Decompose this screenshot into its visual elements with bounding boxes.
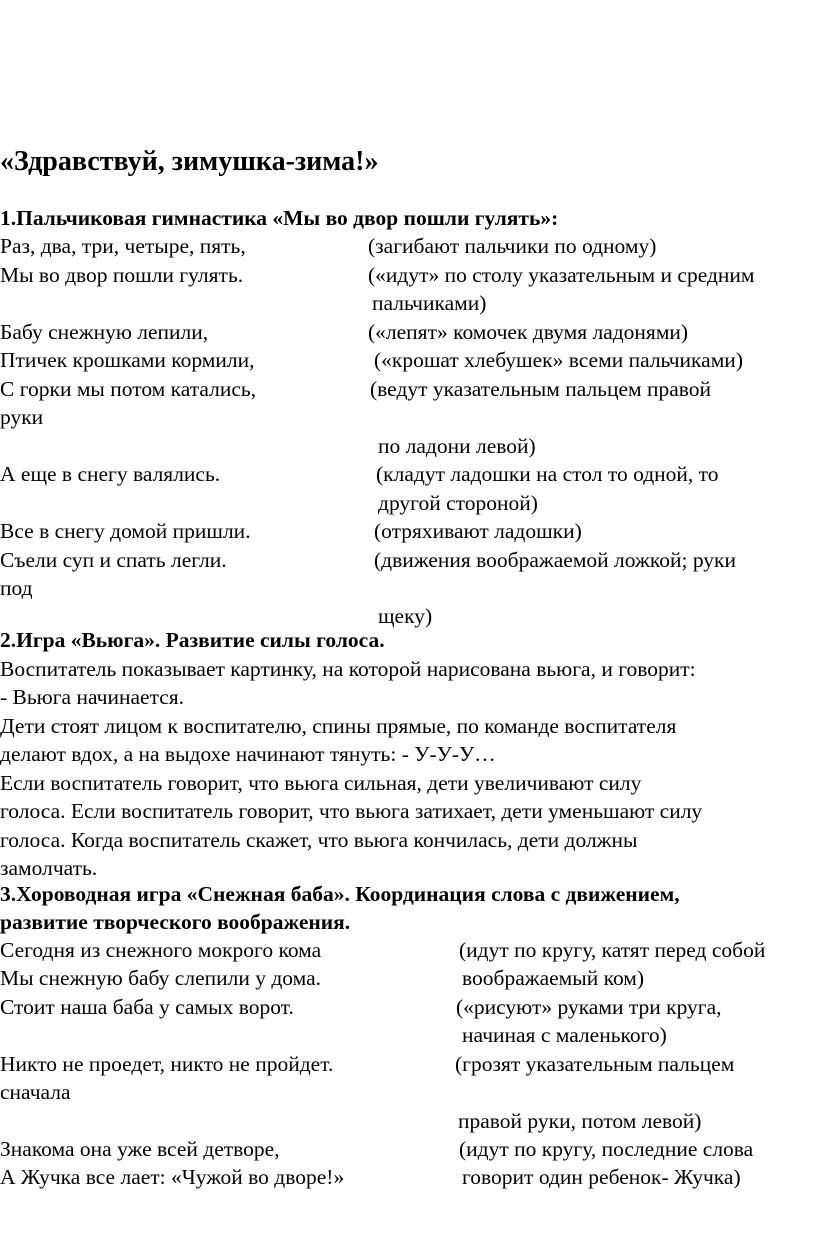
s1-verse-6: С горки мы потом катались,: [0, 377, 257, 401]
s3-verse-8: Знакома она уже всей детворе,: [0, 1137, 280, 1161]
s1-action-8: по ладони левой): [378, 434, 536, 458]
s2-line-1: Воспитатель показывает картинку, на которой нарисована вьюга, и говорит:: [0, 657, 696, 681]
s2-line-4: делают вдох, а на выдохе начинают тянуть: - У-У-У…: [0, 742, 496, 766]
s1-action-11: (отряхивают ладошки): [374, 519, 582, 543]
s1-action-1: (загибают пальчики по одному): [368, 234, 657, 258]
s3-action-8: (идут по кругу, последние слова: [459, 1137, 754, 1161]
s3-action-5: (грозят указательным пальцем: [455, 1052, 735, 1076]
s3-action-1: (идут по кругу, катят перед собой: [459, 938, 766, 962]
s3-action-4: начиная с маленького): [462, 1023, 667, 1047]
s3-verse-1: Сегодня из снежного мокрого кома: [0, 938, 322, 962]
section2-heading: 2.Игра «Вьюга». Развитие силы голоса.: [0, 628, 385, 652]
s3-action-7: правой руки, потом левой): [458, 1109, 702, 1133]
s1-verse-9: А еще в снегу валялись.: [0, 462, 221, 486]
section3-heading-line2: развитие творческого воображения.: [0, 910, 351, 934]
s1-action-6: (ведут указательным пальцем правой: [370, 377, 712, 401]
s3-verse-5: Никто не проедет, никто не пройдет.: [0, 1052, 334, 1076]
s3-verse-3: Стоит наша баба у самых ворот.: [0, 995, 294, 1019]
s1-verse-1: Раз, два, три, четыре, пять,: [0, 234, 246, 258]
s3-verse-2: Мы снежную бабу слепили у дома.: [0, 966, 322, 990]
s2-line-3: Дети стоят лицом к воспитателю, спины прямые, по команде воспитателя: [0, 714, 677, 738]
s2-line-2: - Вьюга начинается.: [0, 685, 185, 709]
s2-line-8: замолчать.: [0, 856, 98, 880]
s1-action-2: («идут» по столу указательным и средним: [368, 263, 755, 287]
s1-action-5: («крошат хлебушек» всеми пальчиками): [374, 348, 743, 372]
page-title: «Здравствуй, зимушка-зима!»: [0, 146, 379, 177]
s1-action-4: («лепят» комочек двумя ладонями): [368, 320, 689, 344]
s2-line-7: голоса. Когда воспитатель скажет, что вьюга кончилась, дети должны: [0, 828, 638, 852]
s1-verse-5: Птичек крошками кормили,: [0, 348, 255, 372]
s1-action-9: (кладут ладошки на стол то одной, то: [376, 462, 719, 486]
s1-verse-4: Бабу снежную лепили,: [0, 320, 209, 344]
s1-verse-7: руки: [0, 405, 44, 429]
s1-action-14: щеку): [378, 604, 433, 628]
s2-line-5: Если воспитатель говорит, что вьюга сильная, дети увеличивают силу: [0, 771, 642, 795]
section1-heading: 1.Пальчиковая гимнастика «Мы во двор пошли гулять»:: [0, 206, 559, 230]
s1-verse-13: под: [0, 576, 33, 600]
s1-action-12: (движения воображаемой ложкой; руки: [374, 548, 736, 572]
s1-verse-2: Мы во двор пошли гулять.: [0, 263, 244, 287]
s3-verse-6: сначала: [0, 1080, 71, 1104]
s3-action-9: говорит один ребенок- Жучка): [462, 1165, 741, 1189]
s1-verse-11: Все в снегу домой пришли.: [0, 519, 251, 543]
section3-heading-line1: 3.Хороводная игра «Снежная баба». Координация слова с движением,: [0, 882, 680, 906]
s1-verse-12: Съели суп и спать легли.: [0, 548, 227, 572]
s3-action-3: («рисуют» руками три круга,: [456, 995, 722, 1019]
s2-line-6: голоса. Если воспитатель говорит, что вьюга затихает, дети уменьшают силу: [0, 799, 703, 823]
s1-action-10: другой стороной): [378, 491, 538, 515]
s3-verse-9: А Жучка все лает: «Чужой во дворе!»: [0, 1165, 345, 1189]
s1-action-3: пальчиками): [372, 291, 487, 315]
s3-action-2: воображаемый ком): [462, 966, 645, 990]
